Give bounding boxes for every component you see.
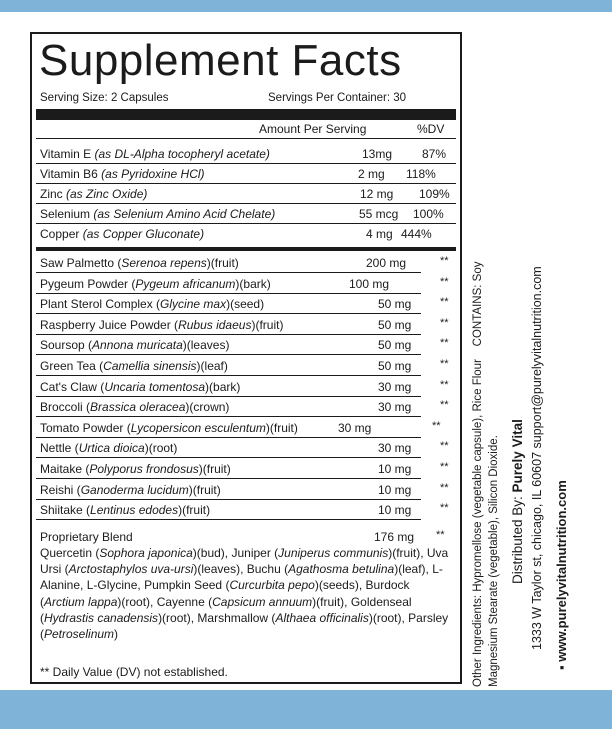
botanical-name bbox=[40, 338, 229, 352]
botanical-amount: 200 mg bbox=[366, 256, 407, 270]
botanical-amount: 10 mg bbox=[378, 462, 412, 476]
blend-ingredient-name: Parsley bbox=[408, 610, 449, 625]
blend-ingredient-latin: Capsicum annuum bbox=[212, 594, 313, 609]
botanical-dv: ** bbox=[440, 296, 449, 309]
nutrient-name bbox=[40, 167, 205, 181]
botanical-latin: Annona muricata bbox=[92, 338, 183, 353]
blend-ingredient-name: Marshmallow bbox=[197, 610, 269, 625]
blend-ingredient: Goldenseal (Hydrastis canadensis)(root) bbox=[40, 594, 412, 625]
nutrient-amount: 4 mg bbox=[366, 227, 393, 241]
nutrient-name bbox=[40, 227, 204, 241]
botanical-amount: 30 mg bbox=[378, 379, 412, 394]
botanical-part: )(fruit) bbox=[206, 256, 239, 270]
botanical-row bbox=[36, 397, 456, 417]
botanical-row bbox=[36, 418, 456, 438]
nutrient-dv: 109% bbox=[419, 187, 450, 201]
distributor-address: 1333 W Taylor st, chicago, IL 60607 support@purelyvitalnutrition.com bbox=[530, 266, 544, 650]
botanical-part: )(leaves) bbox=[182, 338, 230, 353]
botanical-amount: 100 mg bbox=[349, 276, 390, 291]
proprietary-blend-ingredients: Quercetin (Sophora japonica)(bud), Juniper (Juniperus communis)(fruit), Uva Ursi (Arctostaphylos uva-ursi)(leaves), Buchu (Agathosma betulina)(leaf), L-Alanine, L-Glycine, Pumpkin Seed (Curcurbita pepo)(seeds), Burdock (Arctium lappa)(root), Cayenne (Capsicum annuum)(fruit), Goldenseal (Hydrastis canadensis)(root), Marshmallow (Althaea officinalis)(root), Parsley (Petroselinum) bbox=[40, 546, 449, 642]
nutrient-label: Copper bbox=[40, 227, 83, 241]
botanical-latin: Glycine max bbox=[160, 297, 227, 312]
botanical-row bbox=[36, 480, 456, 500]
thick-divider bbox=[36, 109, 456, 120]
botanical-label: Cat's Claw ( bbox=[40, 379, 105, 394]
botanical-dv: ** bbox=[440, 255, 449, 267]
botanical-amount: 50 mg bbox=[378, 338, 412, 353]
botanical-dv: ** bbox=[440, 378, 449, 391]
nutrient-name bbox=[40, 207, 275, 221]
nutrient-label: Vitamin B6 bbox=[40, 167, 102, 181]
botanical-dv: ** bbox=[440, 399, 449, 412]
botanical-amount: 30 mg bbox=[338, 420, 372, 435]
amount-header: Amount Per Serving bbox=[259, 122, 367, 136]
blend-ingredient: Marshmallow (Althaea officinalis)(root) bbox=[197, 610, 402, 625]
botanical-amount: 30 mg bbox=[378, 400, 412, 415]
botanical-name bbox=[40, 380, 240, 394]
botanical-label: Green Tea ( bbox=[40, 359, 104, 373]
blend-ingredient-name: Juniper bbox=[231, 546, 271, 560]
nutrient-amount: 2 mg bbox=[358, 167, 385, 181]
botanical-row bbox=[36, 294, 456, 314]
nutrient-amount: 55 mcg bbox=[359, 207, 399, 221]
blend-ingredient: Uva Ursi (Arctostaphylos uva-ursi)(leaves) bbox=[40, 546, 449, 577]
botanical-latin: Camellia sinensis bbox=[103, 359, 197, 373]
vitamin-row bbox=[36, 184, 456, 204]
botanical-label: Saw Palmetto ( bbox=[40, 256, 122, 270]
botanical-amount: 30 mg bbox=[378, 441, 412, 456]
botanical-label: Nettle ( bbox=[40, 441, 79, 456]
botanical-name bbox=[40, 441, 177, 455]
botanical-name bbox=[40, 400, 229, 414]
botanical-part: )(fruit) bbox=[178, 503, 211, 518]
servings-per-container: Servings Per Container: 30 bbox=[268, 92, 407, 104]
website-link[interactable]: ▪ www.purelyvitalnutrition.com bbox=[554, 480, 569, 670]
botanical-label: Tomato Powder ( bbox=[40, 420, 131, 435]
blend-ingredient: Juniper (Juniperus communis)(fruit) bbox=[231, 546, 421, 560]
vitamin-row bbox=[36, 204, 456, 224]
botanical-part: )(bark) bbox=[235, 276, 271, 291]
botanical-latin: Urtica dioica bbox=[78, 441, 145, 456]
botanical-dv: ** bbox=[440, 275, 449, 288]
botanical-dv: ** bbox=[440, 502, 449, 515]
nutrient-source: (as Selenium Amino Acid Chelate) bbox=[93, 207, 276, 221]
distributor-label: Distributed By: bbox=[510, 492, 525, 584]
nutrient-source: (as Pyridoxine HCl) bbox=[101, 167, 205, 181]
blend-ingredient: Pumpkin Seed (Curcurbita pepo)(seeds) bbox=[144, 578, 359, 593]
botanical-name bbox=[40, 462, 231, 476]
serving-size: Serving Size: 2 Capsules bbox=[40, 92, 169, 104]
botanical-dv: ** bbox=[440, 358, 449, 370]
blend-ingredient-latin: Curcurbita pepo bbox=[229, 578, 315, 593]
botanical-amount: 10 mg bbox=[378, 503, 412, 518]
blend-ingredient-latin: Althaea officinalis bbox=[275, 610, 369, 625]
botanical-latin: Pygeum africanum bbox=[135, 276, 236, 291]
nutrient-dv: 87% bbox=[422, 147, 447, 161]
proprietary-blend-amount: 176 mg bbox=[374, 530, 415, 544]
botanical-dv: ** bbox=[432, 419, 441, 432]
other-ingredients-line-2: Magnesium Stearate (vegetable), Silicon Dioxide. bbox=[488, 435, 500, 687]
botanical-latin: Brassica oleracea bbox=[90, 400, 186, 415]
blend-ingredient-latin: Sophora japonica bbox=[99, 546, 193, 560]
blend-ingredient: Quercetin (Sophora japonica)(bud) bbox=[40, 546, 225, 560]
botanical-name bbox=[40, 277, 271, 291]
botanical-part: )(leaf) bbox=[196, 359, 228, 373]
dv-header: %DV bbox=[417, 122, 445, 136]
botanical-latin: Rubus idaeus bbox=[178, 317, 252, 332]
panel-title: Supplement Facts bbox=[39, 36, 402, 85]
blend-ingredient-latin: Juniperus communis bbox=[278, 546, 389, 560]
botanical-amount: 50 mg bbox=[378, 297, 412, 312]
botanical-row bbox=[36, 500, 456, 520]
blend-ingredient-name: Buchu bbox=[246, 562, 281, 577]
bottom-blue-band bbox=[0, 690, 612, 729]
botanical-latin: Uncaria tomentosa bbox=[104, 379, 206, 394]
botanical-latin: Lycopersicon esculentum bbox=[130, 420, 266, 435]
botanical-row bbox=[36, 253, 456, 273]
botanical-part: )(seed) bbox=[226, 297, 265, 312]
botanical-label: Soursop ( bbox=[40, 338, 93, 353]
blend-ingredient: Parsley (Petroselinum) bbox=[40, 610, 449, 642]
botanical-dv: ** bbox=[440, 316, 449, 329]
botanical-amount: 10 mg bbox=[378, 482, 412, 497]
botanical-name bbox=[40, 297, 264, 311]
other-ingredients-text: Other Ingredients: Hypromellose (vegetable capsule), Rice Flour bbox=[472, 359, 484, 687]
botanical-amount: 50 mg bbox=[378, 317, 412, 332]
nutrient-dv: 118% bbox=[406, 167, 436, 181]
botanical-dv: ** bbox=[440, 440, 449, 453]
blend-ingredient-name: Pumpkin Seed bbox=[144, 578, 223, 593]
nutrient-amount: 12 mg bbox=[360, 187, 394, 201]
distributor-name: Purely Vital bbox=[510, 419, 525, 493]
contains-allergen: CONTAINS: Soy bbox=[472, 261, 484, 347]
botanical-latin: Lentinus edodes bbox=[90, 503, 179, 518]
blend-ingredient: Cayenne (Capsicum annuum)(fruit) bbox=[156, 594, 345, 609]
botanical-label: Broccoli ( bbox=[40, 400, 91, 415]
blend-ingredient-name: Goldenseal bbox=[350, 594, 412, 609]
nutrient-source: (as Zinc Oxide) bbox=[66, 187, 148, 201]
botanical-part: )(fruit) bbox=[188, 482, 221, 497]
botanical-row bbox=[36, 377, 456, 397]
nutrient-name bbox=[40, 147, 270, 161]
nutrient-dv: 444% bbox=[401, 227, 432, 241]
botanical-latin: Ganoderma lucidum bbox=[80, 482, 189, 497]
blend-ingredient-name: Uva Ursi bbox=[40, 546, 449, 577]
botanical-part: )(crown) bbox=[185, 400, 230, 415]
distributor bbox=[510, 419, 525, 584]
section-divider bbox=[36, 247, 456, 251]
nutrient-dv: 100% bbox=[413, 207, 444, 221]
botanical-dv: ** bbox=[440, 337, 449, 350]
row-divider bbox=[36, 519, 421, 520]
botanical-part: )(bark) bbox=[205, 379, 241, 394]
botanical-label: Plant Sterol Complex ( bbox=[40, 297, 161, 312]
botanical-dv: ** bbox=[440, 461, 449, 473]
blend-ingredient-latin: Arctium lappa bbox=[44, 594, 118, 609]
botanical-part: )(root) bbox=[144, 441, 178, 456]
botanical-row bbox=[36, 274, 456, 294]
blend-ingredient bbox=[87, 578, 138, 592]
blend-ingredient-latin: Arctostaphylos uva-ursi bbox=[68, 562, 194, 577]
blend-ingredient-name: Cayenne bbox=[156, 594, 205, 609]
botanical-amount: 50 mg bbox=[378, 359, 412, 373]
botanical-row bbox=[36, 315, 456, 335]
botanical-name bbox=[40, 483, 221, 497]
blend-ingredient-name: Burdock bbox=[365, 578, 410, 593]
botanical-label: Reishi ( bbox=[40, 482, 81, 497]
botanical-row bbox=[36, 438, 456, 458]
supplement-facts-panel bbox=[30, 32, 462, 684]
botanical-dv: ** bbox=[440, 481, 449, 494]
vitamin-row bbox=[36, 224, 456, 244]
blend-ingredient-latin: Hydrastis canadensis bbox=[44, 610, 159, 625]
nutrient-source: (as DL-Alpha tocopheryl acetate) bbox=[94, 147, 270, 161]
blend-ingredient: Burdock (Arctium lappa)(root) bbox=[40, 578, 410, 609]
blend-ingredient-latin: Agathosma betulina bbox=[288, 562, 395, 577]
proprietary-blend-title: Proprietary Blend bbox=[40, 530, 133, 544]
nutrient-label: Vitamin E bbox=[40, 147, 95, 161]
botanical-name bbox=[40, 318, 283, 332]
botanical-latin: Serenoa repens bbox=[121, 256, 207, 270]
blend-ingredient: Buchu (Agathosma betulina)(leaf) bbox=[246, 562, 426, 577]
other-ingredients-line-1 bbox=[472, 262, 484, 687]
botanical-label: Shiitake ( bbox=[40, 503, 91, 518]
botanical-part: )(fruit) bbox=[251, 317, 284, 332]
blend-ingredient-name: L-Glycine bbox=[86, 578, 138, 593]
botanical-row bbox=[36, 459, 456, 479]
blend-ingredient-latin: Petroselinum bbox=[44, 627, 115, 642]
botanical-label: Maitake ( bbox=[40, 462, 90, 476]
botanical-part: )(fruit) bbox=[265, 420, 298, 435]
dv-footnote: ** Daily Value (DV) not established. bbox=[40, 665, 228, 679]
nutrient-source: (as Copper Gluconate) bbox=[82, 227, 205, 241]
top-blue-band bbox=[0, 0, 612, 12]
botanical-row bbox=[36, 335, 456, 355]
nutrient-amount: 13mg bbox=[362, 147, 393, 161]
vitamin-row bbox=[36, 164, 456, 184]
botanical-part: )(fruit) bbox=[198, 462, 231, 476]
nutrient-name bbox=[40, 187, 147, 201]
botanical-name bbox=[40, 503, 210, 517]
blend-ingredient-name: Quercetin bbox=[40, 546, 93, 560]
botanical-label: Raspberry Juice Powder ( bbox=[40, 317, 179, 332]
botanical-row bbox=[36, 356, 456, 376]
botanical-latin: Polyporus frondosus bbox=[89, 462, 199, 476]
header-divider bbox=[36, 138, 456, 139]
nutrient-label: Selenium bbox=[40, 207, 94, 221]
botanical-name bbox=[40, 421, 298, 435]
botanical-name bbox=[40, 256, 239, 270]
blend-ingredient-name: L-Alanine bbox=[40, 562, 443, 593]
vitamin-row bbox=[36, 144, 456, 164]
nutrient-label: Zinc bbox=[40, 187, 67, 201]
botanical-name bbox=[40, 359, 228, 373]
botanical-label: Pygeum Powder ( bbox=[40, 276, 136, 291]
proprietary-blend-dv: ** bbox=[436, 529, 445, 541]
